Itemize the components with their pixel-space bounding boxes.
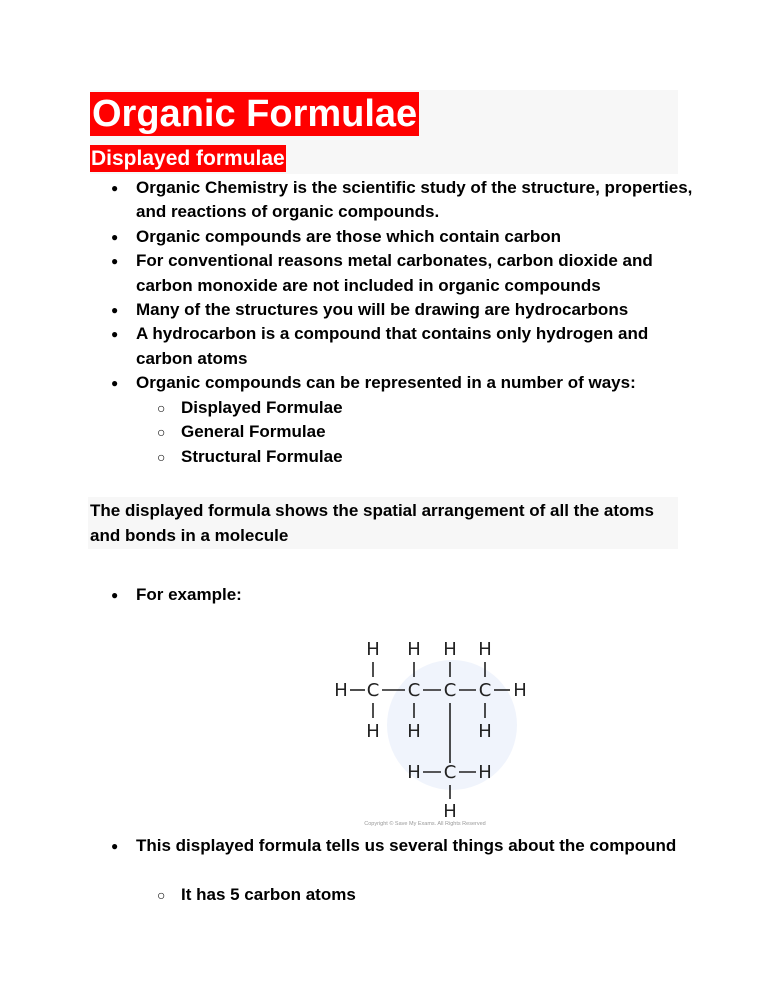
list-item: ● Organic compounds can be represented in a number of ways: [136, 371, 696, 395]
facts-sublist [181, 883, 581, 907]
page-title: Organic Formulae [92, 93, 418, 135]
atom-h: H [334, 680, 348, 701]
intro-bullet-list [136, 176, 696, 396]
representation-sublist [181, 396, 681, 469]
atom-h: H [478, 762, 492, 783]
atom-c: C [366, 680, 380, 701]
displayed-formula-diagram [322, 630, 552, 830]
list-item: ● For example: [136, 583, 536, 607]
atom-h: H [478, 721, 492, 742]
atom-h: H [366, 721, 380, 742]
list-item: ● Organic compounds are those which contain carbon [136, 225, 696, 249]
atom-h: H [407, 721, 421, 742]
atom-c: C [478, 680, 492, 701]
atom-h: H [366, 639, 380, 660]
copyright-notice: Copyright © Save My Exams. All Rights Reserved [364, 821, 486, 827]
list-item: ● For conventional reasons metal carbonates, carbon dioxide and carbon monoxide are not included in organic compounds [136, 249, 696, 298]
analysis-bullet-list [136, 834, 696, 858]
atom-h: H [407, 762, 421, 783]
sublist-item: ○ General Formulae [181, 420, 681, 444]
list-item: ● Many of the structures you will be drawing are hydrocarbons [136, 298, 696, 322]
list-item: ● A hydrocarbon is a compound that contains only hydrogen and carbon atoms [136, 322, 696, 371]
atom-h: H [478, 639, 492, 660]
sublist-item: ○ It has 5 carbon atoms [181, 883, 581, 907]
list-item: ● This displayed formula tells us several things about the compound [136, 834, 696, 858]
atom-c: C [443, 680, 457, 701]
example-bullet [136, 583, 536, 607]
list-item: ● Organic Chemistry is the scientific study of the structure, properties, and reactions of organic compounds. [136, 176, 696, 225]
section-heading: Displayed formulae [91, 147, 285, 170]
atom-h: H [407, 639, 421, 660]
atom-c: C [407, 680, 421, 701]
definition-paragraph: The displayed formula shows the spatial arrangement of all the atoms and bonds in a molecule [90, 501, 654, 545]
atom-h: H [513, 680, 527, 701]
sublist-item: ○ Displayed Formulae [181, 396, 681, 420]
sublist-item: ○ Structural Formulae [181, 445, 681, 469]
atom-h: H [443, 639, 457, 660]
atom-c: C [443, 762, 457, 783]
atom-h: H [443, 801, 457, 822]
